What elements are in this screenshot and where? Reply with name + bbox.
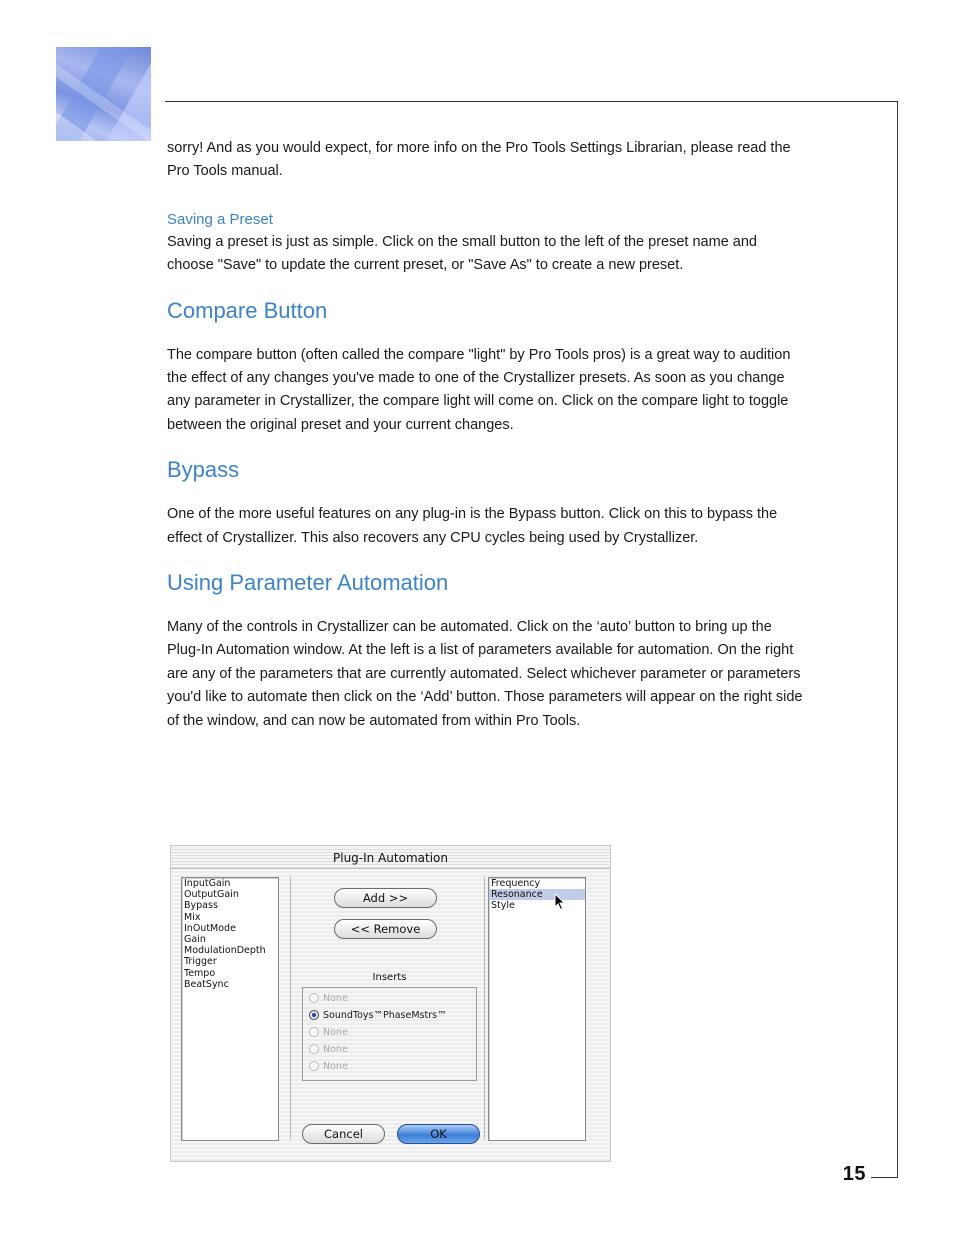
list-item[interactable]: Style — [491, 900, 515, 912]
footer-rule — [871, 1177, 898, 1178]
list-item[interactable]: Trigger — [184, 956, 217, 968]
left-divider — [290, 877, 291, 1139]
inserts-group — [302, 987, 477, 1081]
list-item[interactable]: OutputGain — [184, 889, 239, 901]
inserts-label: Inserts — [372, 972, 407, 983]
list-item[interactable]: Frequency — [491, 878, 541, 889]
insert-option[interactable]: None — [309, 1060, 348, 1074]
saving-preset-heading: Saving a Preset — [167, 210, 273, 228]
parameter-automation-paragraph: Many of the controls in Crystallizer can be automated. Click on the ‘auto’ button to bring up the Plug-In Automation window. At the left is a list of parameters available for automation. On the right are any of the parameters that are currently automated. Select whichever parameter or parameters you'd like to automate then click on the ‘Add’ button. Those parameters will appear on the right side of the window, and can now be automated from within Pro Tools. — [167, 619, 803, 729]
compare-button-paragraph: The compare button (often called the compare "light" by Pro Tools pros) is a great way to audition the effect of any changes you've made to one of the Crystallizer presets. As soon as you change any parameter in Crystallizer, the compare light will come on. Click on the compare light to toggle between the original preset and your current changes. — [167, 346, 791, 433]
list-item[interactable]: Gain — [184, 934, 206, 946]
parameter-automation-heading: Using Parameter Automation — [167, 570, 449, 596]
compare-button-heading: Compare Button — [167, 297, 328, 323]
automated-parameters-list[interactable] — [488, 877, 586, 1141]
cancel-button[interactable]: Cancel — [302, 1124, 385, 1144]
radio-icon — [309, 1044, 319, 1054]
page-content — [167, 137, 807, 733]
mouse-pointer-icon — [554, 893, 566, 911]
list-item-selected[interactable]: Resonance — [489, 889, 585, 900]
saving-preset-paragraph: Saving a preset is just as simple. Click on the small button to the left of the preset name and choose "Save" to update the current preset, or "Save As" to create a new preset. — [167, 233, 757, 274]
page-number: 15 — [842, 1163, 866, 1185]
corner-decoration — [56, 47, 151, 141]
remove-button[interactable]: << Remove — [334, 919, 437, 939]
list-item[interactable]: Bypass — [184, 900, 218, 912]
insert-option[interactable]: None — [309, 1043, 348, 1057]
ok-button[interactable]: OK — [397, 1124, 480, 1144]
margin-rule — [897, 101, 898, 1178]
insert-option[interactable]: SoundToys™PhaseMstrs™ — [309, 1009, 447, 1023]
list-item[interactable]: Tempo — [184, 967, 216, 979]
dialog-title: Plug-In Automation — [171, 848, 610, 869]
list-item[interactable]: BeatSync — [184, 978, 229, 990]
list-item[interactable]: InputGain — [184, 878, 231, 889]
plugin-automation-dialog — [170, 845, 611, 1162]
right-divider — [484, 877, 485, 1139]
radio-selected-icon — [309, 1010, 319, 1020]
insert-option[interactable]: None — [309, 992, 348, 1006]
available-parameters-list[interactable] — [181, 877, 279, 1141]
bypass-heading: Bypass — [167, 457, 240, 483]
add-button[interactable]: Add >> — [334, 888, 437, 908]
header-rule — [165, 101, 898, 102]
insert-option[interactable]: None — [309, 1026, 348, 1040]
intro-paragraph: sorry! And as you would expect, for more info on the Pro Tools Settings Librarian, please read the Pro Tools manual. — [167, 140, 791, 180]
list-item[interactable]: ModulationDepth — [184, 945, 266, 957]
list-item[interactable]: InOutMode — [184, 922, 236, 934]
list-item[interactable]: Mix — [184, 911, 201, 923]
radio-icon — [309, 1061, 319, 1071]
radio-icon — [309, 993, 319, 1003]
bypass-paragraph: One of the more useful features on any plug-in is the Bypass button. Click on this to bypass the effect of Crystallizer. This also recovers any CPU cycles being used by Crystallizer. — [167, 506, 778, 546]
radio-icon — [309, 1027, 319, 1037]
